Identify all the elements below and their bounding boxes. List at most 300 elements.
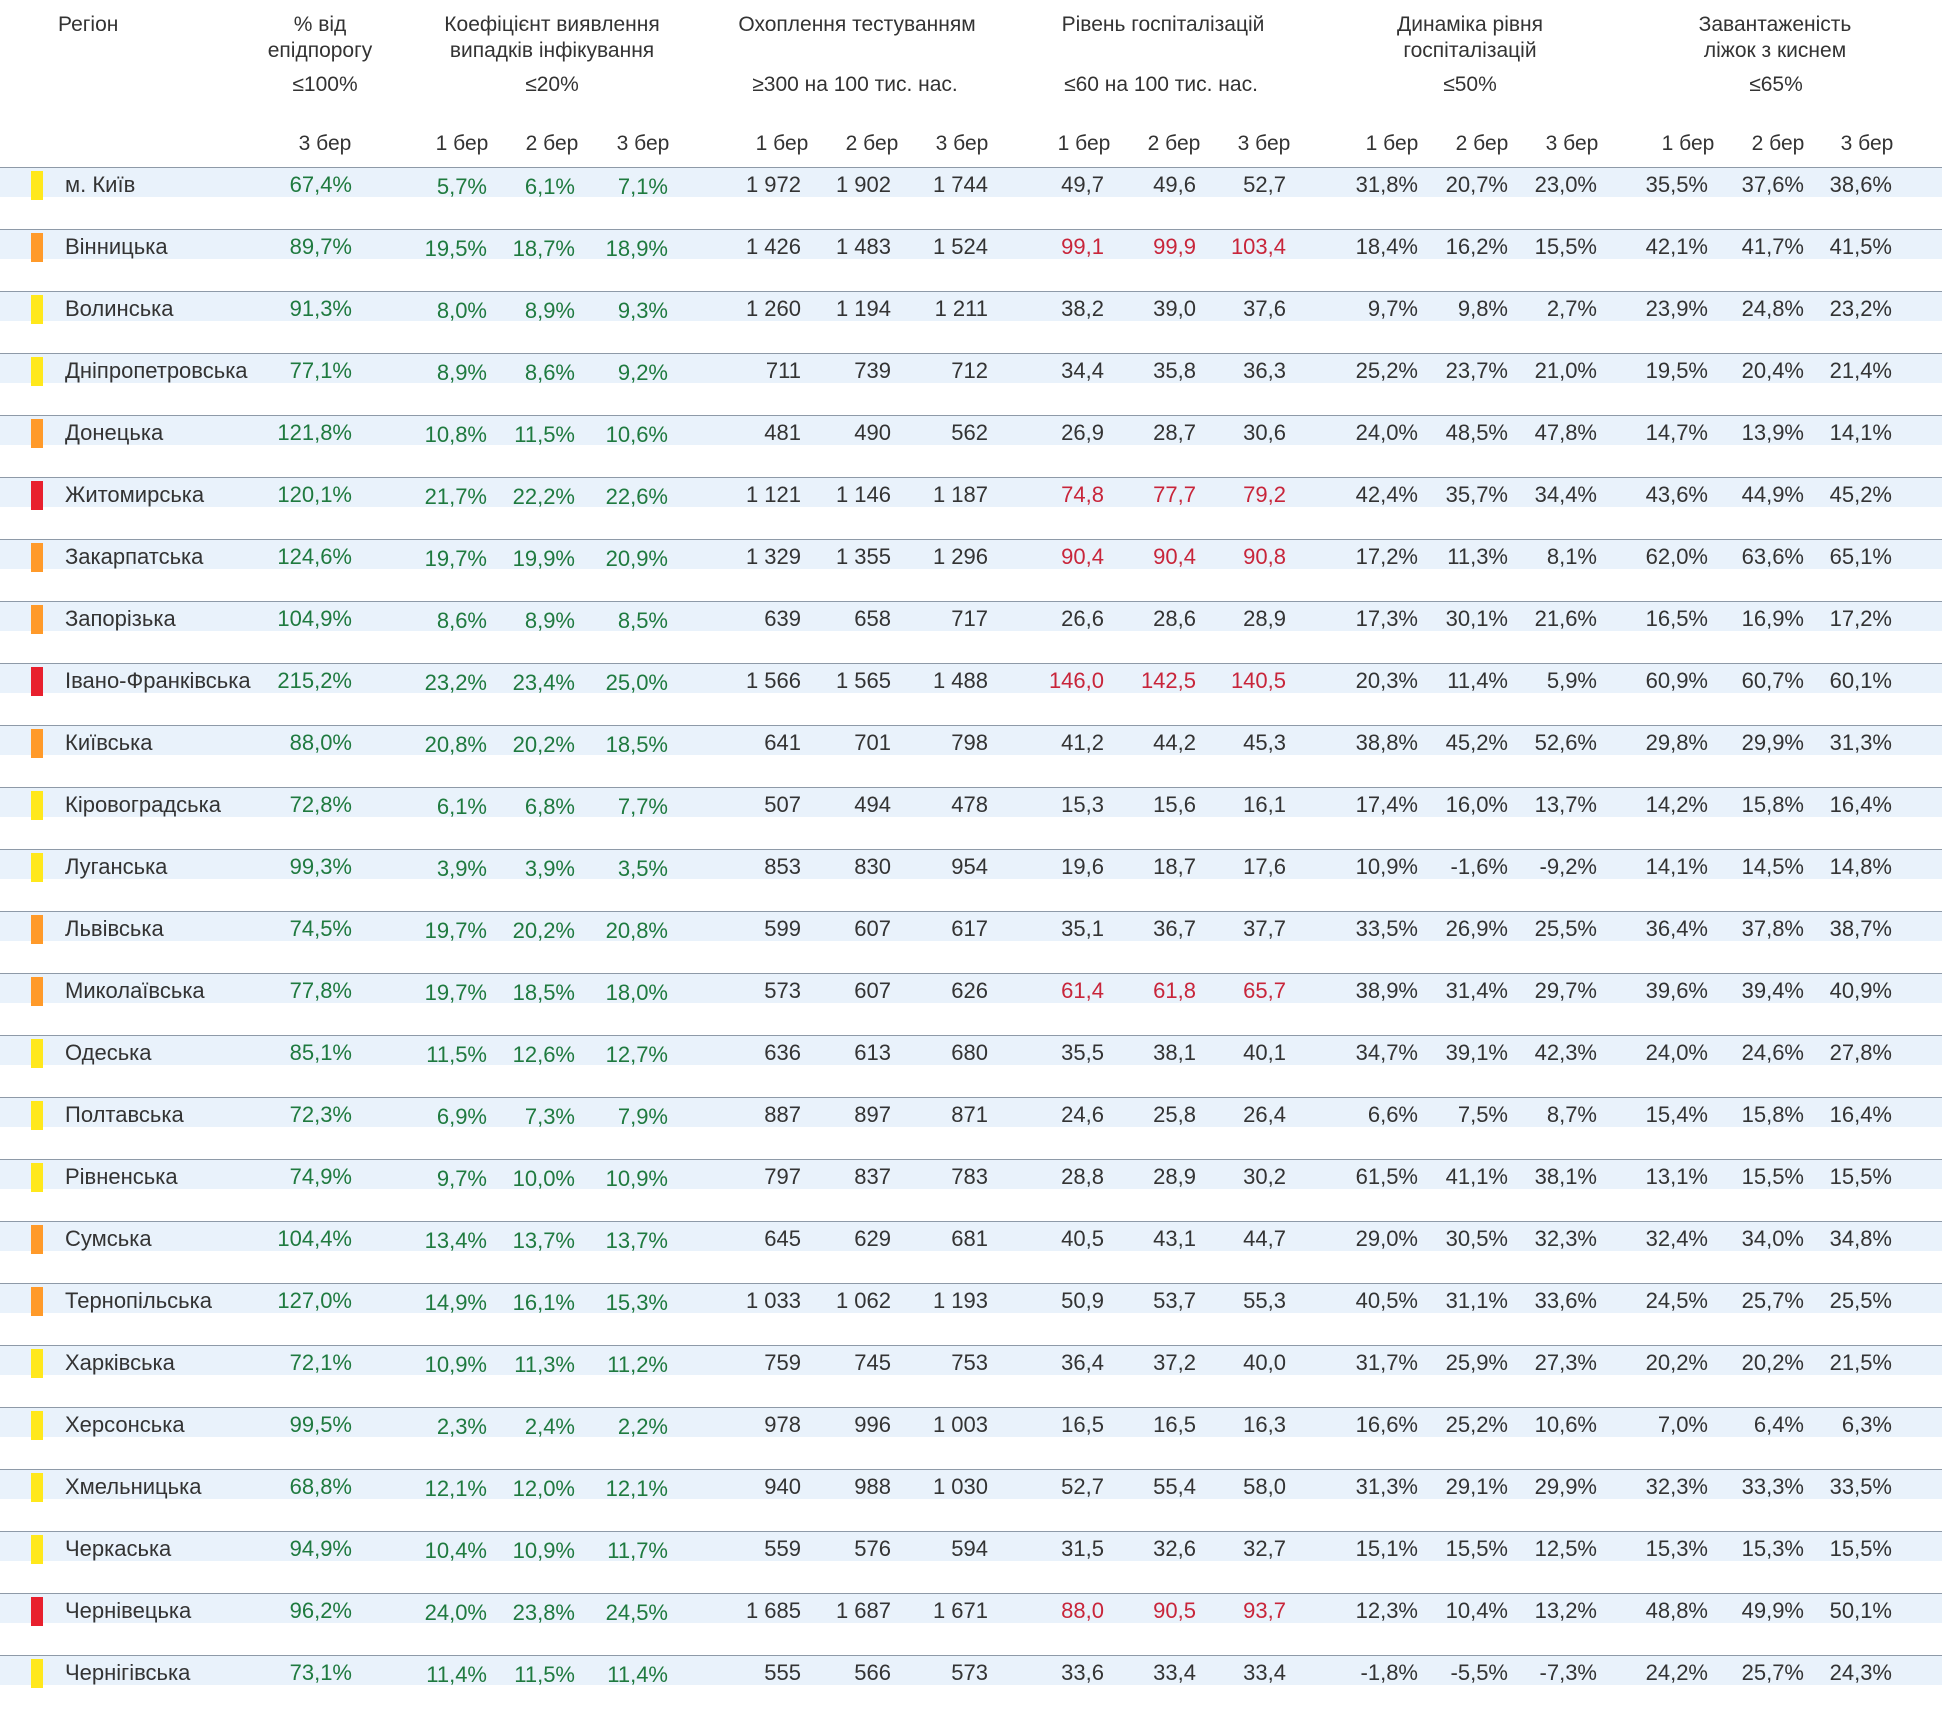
testing-coverage-value: 1 329 <box>745 544 801 569</box>
testing-coverage-value: 871 <box>951 1102 988 1127</box>
detection-coef-value: 19,9% <box>512 546 575 571</box>
oxygen-beds-value: 60,7% <box>1741 668 1804 693</box>
hospitalization-dynamics-value: 25,2% <box>1445 1412 1508 1437</box>
detection-coef-value: 10,6% <box>605 422 668 447</box>
zone-flag <box>31 667 43 696</box>
oxygen-beds-value: 15,3% <box>1741 1536 1804 1561</box>
oxygen-beds-value: 43,6% <box>1645 482 1708 507</box>
region-name: Рівненська <box>65 1164 178 1189</box>
detection-coef-value: 12,1% <box>424 1476 487 1501</box>
hospitalization-dynamics-value: 2,7% <box>1546 296 1597 321</box>
hospitalization-dynamics-value: 48,5% <box>1445 420 1508 445</box>
header-line: випадків інфікування <box>449 39 655 62</box>
zone-flag <box>31 1535 43 1564</box>
hospitalization-level-value: 36,7 <box>1153 916 1196 941</box>
oxygen-beds-value: 23,2% <box>1829 296 1892 321</box>
epi-threshold-value: 104,4% <box>277 1226 352 1251</box>
hospitalization-level-value: 37,7 <box>1243 916 1286 941</box>
hospitalization-dynamics-value: 33,6% <box>1534 1288 1597 1313</box>
oxygen-beds-value: 39,4% <box>1741 978 1804 1003</box>
region-name: Дніпропетровська <box>65 358 248 383</box>
detection-coef-value: 6,1% <box>524 174 575 199</box>
hospitalization-level-value: 33,4 <box>1243 1660 1286 1685</box>
zone-flag <box>31 233 43 262</box>
hospitalization-dynamics-value: 16,2% <box>1445 234 1508 259</box>
oxygen-beds-value: 38,7% <box>1829 916 1892 941</box>
hospitalization-dynamics-norm: ≤50% <box>1443 73 1497 96</box>
col-test-day2: 2 бер <box>845 132 899 155</box>
testing-coverage-value: 717 <box>951 606 988 631</box>
table-row <box>0 1655 1942 1717</box>
hospitalization-dynamics-value: 11,4% <box>1447 668 1508 693</box>
table-row <box>0 911 1942 973</box>
hospitalization-level-value: 40,0 <box>1243 1350 1286 1375</box>
detection-coef-value: 20,8% <box>605 918 668 943</box>
testing-coverage-value: 573 <box>764 978 801 1003</box>
oxygen-beds-value: 49,9% <box>1741 1598 1804 1623</box>
detection-coef-value: 12,6% <box>512 1042 575 1067</box>
testing-coverage-value: 753 <box>951 1350 988 1375</box>
detection-coef-value: 9,3% <box>617 298 668 323</box>
hospitalization-level-header: Рівень госпіталізацій <box>1061 13 1265 36</box>
region-name: Миколаївська <box>65 978 205 1003</box>
testing-coverage-value: 613 <box>854 1040 891 1065</box>
col-test-day1: 1 бер <box>755 132 809 155</box>
hospitalization-dynamics-value: 41,1% <box>1445 1164 1508 1189</box>
col-beds-day2: 2 бер <box>1751 132 1805 155</box>
table-row <box>0 1159 1942 1221</box>
region-name: Хмельницька <box>65 1474 202 1499</box>
table-row <box>0 1221 1942 1283</box>
hospitalization-level-value: 61,4 <box>1061 978 1104 1003</box>
detection-coef-value: 18,0% <box>605 980 668 1005</box>
oxygen-beds-value: 21,4% <box>1829 358 1892 383</box>
detection-coef-value: 11,5% <box>514 1662 575 1687</box>
epi-threshold-value: 68,8% <box>289 1474 352 1499</box>
hospitalization-dynamics-value: -5,5% <box>1450 1660 1508 1685</box>
detection-coef-value: 8,9% <box>524 608 575 633</box>
table-row <box>0 1469 1942 1531</box>
detection-coef-value: 3,9% <box>436 856 487 881</box>
epi-threshold-value: 91,3% <box>289 296 352 321</box>
hospitalization-level-value: 35,8 <box>1153 358 1196 383</box>
oxygen-beds-value: 24,5% <box>1645 1288 1708 1313</box>
testing-coverage-value: 759 <box>764 1350 801 1375</box>
epi-threshold-value: 85,1% <box>289 1040 352 1065</box>
detection-coef-value: 7,9% <box>617 1104 668 1129</box>
epi-threshold-norm: ≤100% <box>292 73 358 96</box>
hospitalization-level-value: 28,7 <box>1153 420 1196 445</box>
detection-coef-value: 3,9% <box>524 856 575 881</box>
table-row <box>0 229 1942 291</box>
hospitalization-dynamics-value: 61,5% <box>1355 1164 1418 1189</box>
epi-threshold-value: 77,8% <box>289 978 352 1003</box>
epi-threshold-value: 99,3% <box>289 854 352 879</box>
oxygen-beds-value: 14,2% <box>1645 792 1708 817</box>
hospitalization-dynamics-value: 31,4% <box>1445 978 1508 1003</box>
hospitalization-level-value: 52,7 <box>1061 1474 1104 1499</box>
region-name: Житомирська <box>65 482 205 507</box>
detection-coef-value: 20,8% <box>424 732 487 757</box>
detection-coef-value: 10,0% <box>512 1166 575 1191</box>
epi-threshold-value: 77,1% <box>289 358 352 383</box>
oxygen-beds-value: 14,8% <box>1829 854 1892 879</box>
hospitalization-level-value: 90,8 <box>1243 544 1286 569</box>
testing-coverage-value: 940 <box>764 1474 801 1499</box>
epi-threshold-value: 104,9% <box>277 606 352 631</box>
region-name: Черкаська <box>65 1536 172 1561</box>
hospitalization-level-value: 43,1 <box>1153 1226 1196 1251</box>
hospitalization-dynamics-value: 7,5% <box>1457 1102 1508 1127</box>
testing-coverage-value: 658 <box>854 606 891 631</box>
hospitalization-dynamics-value: 30,1% <box>1445 606 1508 631</box>
zone-flag <box>31 481 43 510</box>
detection-coef-value: 12,0% <box>512 1476 575 1501</box>
detection-coef-header <box>444 12 659 64</box>
hospitalization-dynamics-value: 18,4% <box>1355 234 1418 259</box>
oxygen-beds-value: 15,5% <box>1829 1536 1892 1561</box>
region-name: Івано-Франківська <box>65 668 251 693</box>
detection-coef-value: 10,8% <box>424 422 487 447</box>
detection-coef-value: 13,7% <box>605 1228 668 1253</box>
testing-coverage-value: 797 <box>764 1164 801 1189</box>
testing-coverage-value: 555 <box>764 1660 801 1685</box>
hospitalization-dynamics-value: 8,1% <box>1546 544 1597 569</box>
hospitalization-level-value: 28,8 <box>1061 1164 1104 1189</box>
hospitalization-level-value: 39,0 <box>1153 296 1196 321</box>
testing-coverage-value: 1 194 <box>835 296 891 321</box>
oxygen-beds-value: 29,9% <box>1741 730 1804 755</box>
oxygen-beds-value: 21,5% <box>1829 1350 1892 1375</box>
hospitalization-level-value: 77,7 <box>1153 482 1196 507</box>
oxygen-beds-value: 44,9% <box>1741 482 1804 507</box>
col-beds-day3: 3 бер <box>1840 132 1894 155</box>
testing-coverage-value: 1 687 <box>835 1598 891 1623</box>
header-line: % від <box>293 13 347 36</box>
hospitalization-level-value: 28,6 <box>1153 606 1196 631</box>
header-line: Динаміка рівня <box>1397 13 1543 36</box>
detection-coef-value: 20,2% <box>512 918 575 943</box>
zone-flag <box>31 791 43 820</box>
region-name: Харківська <box>65 1350 175 1375</box>
testing-coverage-value: 711 <box>765 358 801 383</box>
oxygen-beds-value: 14,5% <box>1741 854 1804 879</box>
hospitalization-level-value: 50,9 <box>1061 1288 1104 1313</box>
epi-threshold-header <box>268 12 373 64</box>
oxygen-beds-value: 13,1% <box>1645 1164 1708 1189</box>
epi-threshold-value: 88,0% <box>289 730 352 755</box>
oxygen-beds-value: 35,5% <box>1645 172 1708 197</box>
zone-flag <box>31 295 43 324</box>
hospitalization-dynamics-value: 34,7% <box>1355 1040 1418 1065</box>
detection-coef-value: 10,4% <box>424 1538 487 1563</box>
oxygen-beds-value: 24,0% <box>1645 1040 1708 1065</box>
oxygen-beds-value: 15,5% <box>1829 1164 1892 1189</box>
hospitalization-dynamics-value: 20,7% <box>1445 172 1508 197</box>
testing-coverage-value: 607 <box>854 916 891 941</box>
hospitalization-level-value: 25,8 <box>1153 1102 1196 1127</box>
hospitalization-level-value: 35,1 <box>1061 916 1104 941</box>
epi-threshold-value: 121,8% <box>277 420 352 445</box>
oxygen-beds-value: 6,3% <box>1841 1412 1892 1437</box>
oxygen-beds-value: 60,1% <box>1829 668 1892 693</box>
hospitalization-dynamics-value: 13,2% <box>1534 1598 1597 1623</box>
zone-flag <box>31 1163 43 1192</box>
detection-coef-value: 12,7% <box>605 1042 668 1067</box>
detection-coef-value: 15,3% <box>605 1290 668 1315</box>
oxygen-beds-value: 32,3% <box>1645 1474 1708 1499</box>
oxygen-beds-value: 14,1% <box>1645 854 1708 879</box>
oxygen-beds-value: 13,9% <box>1741 420 1804 445</box>
hospitalization-dynamics-value: 23,7% <box>1445 358 1508 383</box>
hospitalization-level-value: 33,6 <box>1061 1660 1104 1685</box>
detection-coef-value: 16,1% <box>512 1290 575 1315</box>
oxygen-beds-value: 17,2% <box>1829 606 1892 631</box>
testing-coverage-value: 996 <box>854 1412 891 1437</box>
region-name: Чернівецька <box>65 1598 192 1623</box>
testing-coverage-value: 954 <box>951 854 988 879</box>
hospitalization-level-value: 31,5 <box>1061 1536 1104 1561</box>
detection-coef-value: 22,6% <box>605 484 668 509</box>
hospitalization-dynamics-value: 31,8% <box>1355 172 1418 197</box>
hospitalization-level-value: 19,6 <box>1061 854 1104 879</box>
hospitalization-level-value: 99,9 <box>1153 234 1196 259</box>
hospitalization-dynamics-value: 29,7% <box>1534 978 1597 1003</box>
hospitalization-level-value: 30,2 <box>1243 1164 1286 1189</box>
testing-coverage-header: Охоплення тестуванням <box>738 13 976 36</box>
hospitalization-dynamics-header <box>1397 12 1543 64</box>
oxygen-beds-value: 7,0% <box>1657 1412 1708 1437</box>
epi-threshold-value: 94,9% <box>289 1536 352 1561</box>
detection-coef-value: 6,8% <box>524 794 575 819</box>
testing-coverage-value: 626 <box>951 978 988 1003</box>
oxygen-beds-value: 41,7% <box>1741 234 1804 259</box>
testing-coverage-value: 701 <box>854 730 891 755</box>
detection-coef-value: 19,5% <box>424 236 487 261</box>
col-hosp-day1: 1 бер <box>1057 132 1111 155</box>
detection-coef-value: 2,2% <box>617 1414 668 1439</box>
hospitalization-level-value: 30,6 <box>1243 420 1286 445</box>
table-row <box>0 477 1942 539</box>
testing-coverage-value: 481 <box>764 420 801 445</box>
table-row <box>0 1345 1942 1407</box>
testing-coverage-value: 490 <box>854 420 891 445</box>
col-epi-day3: 3 бер <box>298 132 352 155</box>
testing-coverage-value: 853 <box>764 854 801 879</box>
col-dyn-day1: 1 бер <box>1365 132 1419 155</box>
col-coef-day1: 1 бер <box>435 132 489 155</box>
hospitalization-level-value: 34,4 <box>1061 358 1104 383</box>
hospitalization-dynamics-value: 23,0% <box>1534 172 1597 197</box>
detection-coef-value: 8,9% <box>436 360 487 385</box>
col-hosp-day3: 3 бер <box>1237 132 1291 155</box>
region-name: Закарпатська <box>65 544 204 569</box>
epi-threshold-value: 72,3% <box>289 1102 352 1127</box>
region-name: Вінницька <box>65 234 168 259</box>
detection-coef-value: 6,9% <box>436 1104 487 1129</box>
hospitalization-level-value: 74,8 <box>1061 482 1104 507</box>
hospitalization-level-value: 53,7 <box>1153 1288 1196 1313</box>
testing-coverage-value: 1 187 <box>932 482 988 507</box>
region-name: Тернопільська <box>65 1288 212 1313</box>
zone-flag <box>31 1411 43 1440</box>
hospitalization-dynamics-value: 40,5% <box>1355 1288 1418 1313</box>
hospitalization-dynamics-value: 5,9% <box>1546 668 1597 693</box>
hospitalization-dynamics-value: 21,6% <box>1534 606 1597 631</box>
hospitalization-dynamics-value: 16,6% <box>1355 1412 1418 1437</box>
hospitalization-level-norm: ≤60 на 100 тис. нас. <box>1064 73 1258 96</box>
detection-coef-value: 8,6% <box>436 608 487 633</box>
hospitalization-level-value: 55,4 <box>1153 1474 1196 1499</box>
detection-coef-value: 13,7% <box>512 1228 575 1253</box>
detection-coef-norm: ≤20% <box>525 73 579 96</box>
testing-coverage-value: 1 685 <box>745 1598 801 1623</box>
hospitalization-level-value: 49,7 <box>1061 172 1104 197</box>
oxygen-beds-value: 16,5% <box>1645 606 1708 631</box>
detection-coef-value: 7,7% <box>617 794 668 819</box>
hospitalization-level-value: 140,5 <box>1230 668 1286 693</box>
testing-coverage-value: 798 <box>951 730 988 755</box>
testing-coverage-value: 712 <box>951 358 988 383</box>
oxygen-beds-value: 36,4% <box>1645 916 1708 941</box>
testing-coverage-value: 566 <box>854 1660 891 1685</box>
testing-coverage-value: 478 <box>951 792 988 817</box>
testing-coverage-value: 783 <box>951 1164 988 1189</box>
detection-coef-value: 6,1% <box>436 794 487 819</box>
testing-coverage-value: 573 <box>951 1660 988 1685</box>
detection-coef-value: 18,5% <box>512 980 575 1005</box>
oxygen-beds-value: 6,4% <box>1753 1412 1804 1437</box>
hospitalization-dynamics-value: 29,1% <box>1445 1474 1508 1499</box>
testing-coverage-value: 1 260 <box>745 296 801 321</box>
detection-coef-value: 14,9% <box>424 1290 487 1315</box>
region-header: Регіон <box>58 13 119 36</box>
oxygen-beds-value: 16,9% <box>1741 606 1804 631</box>
table-row <box>0 353 1942 415</box>
hospitalization-dynamics-value: 38,1% <box>1534 1164 1597 1189</box>
region-name: Чернігівська <box>65 1660 191 1685</box>
hospitalization-dynamics-value: 15,5% <box>1445 1536 1508 1561</box>
table-row <box>0 1035 1942 1097</box>
table-row <box>0 1531 1942 1593</box>
detection-coef-value: 18,7% <box>512 236 575 261</box>
col-hosp-day2: 2 бер <box>1147 132 1201 155</box>
detection-coef-value: 12,1% <box>605 1476 668 1501</box>
oxygen-beds-value: 24,6% <box>1741 1040 1804 1065</box>
oxygen-beds-value: 24,3% <box>1829 1660 1892 1685</box>
detection-coef-value: 10,9% <box>605 1166 668 1191</box>
oxygen-beds-value: 31,3% <box>1829 730 1892 755</box>
table-row <box>0 1593 1942 1655</box>
testing-coverage-value: 599 <box>764 916 801 941</box>
oxygen-beds-value: 20,2% <box>1741 1350 1804 1375</box>
region-name: Полтавська <box>65 1102 184 1127</box>
region-name: м. Київ <box>65 172 136 197</box>
detection-coef-value: 13,4% <box>424 1228 487 1253</box>
table-row <box>0 973 1942 1035</box>
region-name: Кіровоградська <box>65 792 221 817</box>
oxygen-beds-value: 20,4% <box>1741 358 1804 383</box>
hospitalization-level-value: 36,3 <box>1243 358 1286 383</box>
epi-threshold-value: 127,0% <box>277 1288 352 1313</box>
epi-threshold-value: 89,7% <box>289 234 352 259</box>
hospitalization-dynamics-value: 21,0% <box>1534 358 1597 383</box>
header-line: ліжок з киснем <box>1703 39 1847 62</box>
hospitalization-level-value: 35,5 <box>1061 1040 1104 1065</box>
region-name: Сумська <box>65 1226 152 1251</box>
hospitalization-dynamics-value: 27,3% <box>1534 1350 1597 1375</box>
oxygen-beds-value: 20,2% <box>1645 1350 1708 1375</box>
hospitalization-dynamics-value: 16,0% <box>1445 792 1508 817</box>
hospitalization-level-value: 103,4 <box>1230 234 1286 259</box>
testing-coverage-value: 641 <box>764 730 801 755</box>
testing-coverage-value: 594 <box>951 1536 988 1561</box>
detection-coef-value: 22,2% <box>512 484 575 509</box>
hospitalization-level-value: 88,0 <box>1061 1598 1104 1623</box>
testing-coverage-value: 830 <box>854 854 891 879</box>
hospitalization-level-value: 26,9 <box>1061 420 1104 445</box>
hospitalization-dynamics-value: 25,2% <box>1355 358 1418 383</box>
detection-coef-value: 25,0% <box>605 670 668 695</box>
oxygen-beds-value: 25,5% <box>1829 1288 1892 1313</box>
epi-threshold-value: 96,2% <box>289 1598 352 1623</box>
hospitalization-level-value: 26,4 <box>1243 1102 1286 1127</box>
zone-flag <box>31 1349 43 1378</box>
col-coef-day2: 2 бер <box>525 132 579 155</box>
table-row <box>0 1407 1942 1469</box>
epi-threshold-value: 72,8% <box>289 792 352 817</box>
hospitalization-dynamics-value: 9,8% <box>1457 296 1508 321</box>
hospitalization-level-value: 65,7 <box>1243 978 1286 1003</box>
detection-coef-value: 11,2% <box>607 1352 668 1377</box>
hospitalization-dynamics-value: 34,4% <box>1534 482 1597 507</box>
oxygen-beds-value: 14,7% <box>1645 420 1708 445</box>
hospitalization-level-value: 15,6 <box>1153 792 1196 817</box>
testing-coverage-value: 887 <box>764 1102 801 1127</box>
hospitalization-dynamics-value: -7,3% <box>1539 1660 1597 1685</box>
hospitalization-level-value: 146,0 <box>1048 668 1104 693</box>
table-row <box>0 415 1942 477</box>
testing-coverage-value: 1 483 <box>835 234 891 259</box>
detection-coef-value: 3,5% <box>617 856 668 881</box>
zone-flag <box>31 171 43 200</box>
hospitalization-level-value: 26,6 <box>1061 606 1104 631</box>
region-name: Запорізька <box>65 606 176 631</box>
testing-coverage-value: 1 211 <box>934 296 988 321</box>
oxygen-beds-value: 15,8% <box>1741 792 1804 817</box>
hospitalization-dynamics-value: 30,5% <box>1445 1226 1508 1251</box>
epi-threshold-value: 74,5% <box>289 916 352 941</box>
detection-coef-value: 19,7% <box>424 918 487 943</box>
testing-coverage-value: 1 030 <box>932 1474 988 1499</box>
hospitalization-level-value: 49,6 <box>1153 172 1196 197</box>
oxygen-beds-value: 50,1% <box>1829 1598 1892 1623</box>
detection-coef-value: 8,6% <box>524 360 575 385</box>
hospitalization-level-value: 55,3 <box>1243 1288 1286 1313</box>
detection-coef-value: 11,4% <box>607 1662 668 1687</box>
hospitalization-dynamics-value: 26,9% <box>1445 916 1508 941</box>
oxygen-beds-value: 25,7% <box>1741 1288 1804 1313</box>
zone-flag <box>31 1659 43 1688</box>
testing-coverage-value: 1 524 <box>932 234 988 259</box>
testing-coverage-value: 1 296 <box>932 544 988 569</box>
oxygen-beds-value: 45,2% <box>1829 482 1892 507</box>
hospitalization-level-value: 99,1 <box>1061 234 1104 259</box>
table-header <box>0 0 1942 166</box>
hospitalization-level-value: 16,3 <box>1243 1412 1286 1437</box>
hospitalization-dynamics-value: 12,3% <box>1355 1598 1418 1623</box>
detection-coef-value: 10,9% <box>512 1538 575 1563</box>
